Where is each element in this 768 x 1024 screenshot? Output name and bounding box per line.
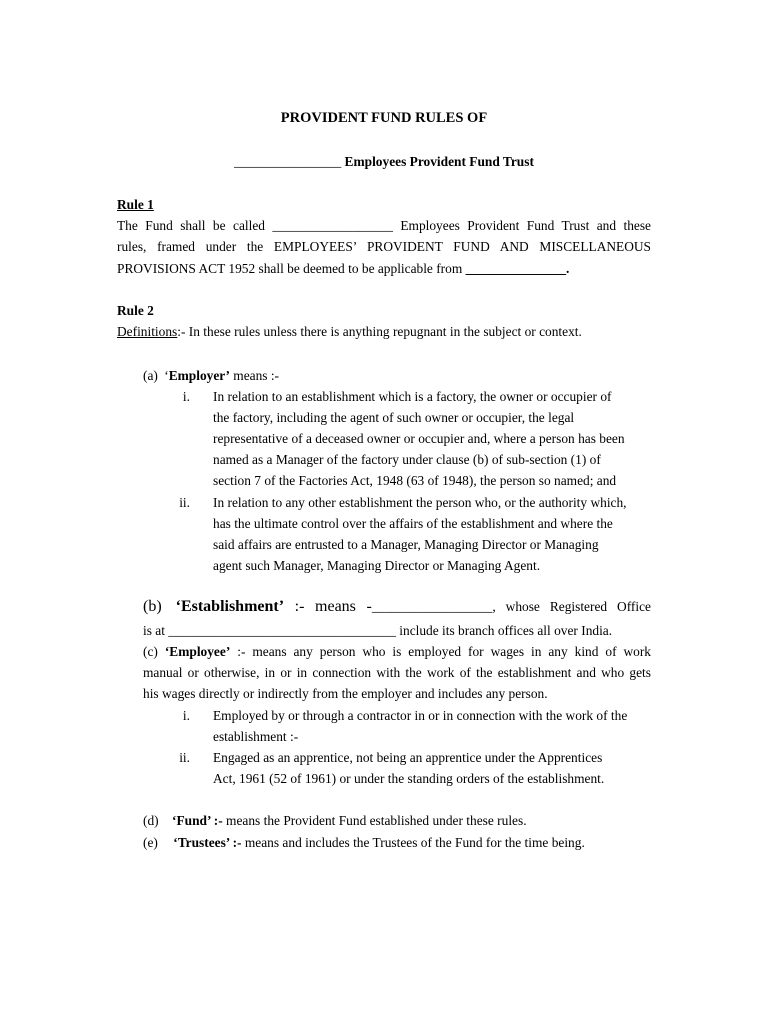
subtitle-text: Employees Provident Fund Trust [341,154,534,169]
definitions-label: Definitions [117,324,178,339]
definition-d-rest: means the Provident Fund established under these rules. [222,813,527,828]
employer-item-i-line: named as a Manager of the factory under clause (b) of sub-section (1) of [213,452,601,467]
definition-b-rest: , whose Registered Office [492,599,651,614]
rule2-heading: Rule 2 [117,303,154,318]
employee-item-ii-number: ii. [179,750,190,765]
definition-a-open-quote: ‘ [164,368,169,383]
document-title: PROVIDENT FUND RULES OF [280,110,488,126]
employer-item-i-number: i. [182,389,190,404]
definition-a [143,365,279,386]
employee-item-i-line: establishment :- [213,729,299,744]
definition-c [143,641,651,662]
rule1-date-blank: _______________. [465,261,570,276]
rule2-definitions [117,321,582,342]
definition-b-marker: (b) [143,598,162,615]
definition-e-marker: (e) [143,835,158,850]
document-subtitle [0,151,768,172]
employer-item-ii-number: ii. [179,495,190,510]
definition-c-marker: (c) [143,644,158,659]
employer-item-i-line: In relation to an establishment which is a factory, the owner or occupier of [213,389,612,404]
employer-item-i-line: section 7 of the Factories Act, 1948 (63 of 1948), the person so named; and [213,473,617,488]
employee-item-i-line: Employed by or through a contractor in or in connection with the work of the [213,708,628,723]
employer-item-ii-line: said affairs are entrusted to a Manager, Managing Director or Managing [213,537,599,552]
employee-item-ii-line: Act, 1961 (52 of 1961) or under the standing orders of the establishment. [213,771,605,786]
rule1-line-1: The Fund shall be called __________________ Employees Provident Fund Trust and these [117,218,651,233]
definition-d [143,810,527,831]
employer-item-ii-line: In relation to any other establishment the person who, or the authority which, [213,495,627,510]
rule1-line-3 [117,258,651,279]
employer-item-ii-line: has the ultimate control over the affairs of the establishment and where the [213,516,613,531]
rule1-line-3-text: PROVISIONS ACT 1952 shall be deemed to be applicable from [117,261,466,276]
definition-b [143,596,651,617]
rule1-line-2: rules, framed under the EMPLOYEES’ PROVIDENT FUND AND MISCELLANEOUS [117,239,651,254]
rule1-heading: Rule 1 [117,197,154,212]
employee-item-ii-line: Engaged as an apprentice, not being an apprentice under the Apprentices [213,750,603,765]
definition-c-term: ‘Employee’ [164,644,231,659]
definition-a-rest: means :- [229,368,280,383]
definition-b-line-2: is at __________________________________ include its branch offices all over India. [143,623,613,638]
subtitle-blank: ________________ [234,154,342,169]
definition-e-term: ‘Trustees’ :- [173,835,242,850]
definition-e-rest: means and includes the Trustees of the Fund for the time being. [241,835,585,850]
definition-b-means: :- means - [284,598,372,615]
definitions-text: :- In these rules unless there is anything repugnant in the subject or context. [177,324,582,339]
employee-item-i-number: i. [182,708,190,723]
definition-b-term: ‘Establishment’ [175,598,285,615]
definition-e [143,832,585,853]
definition-c-line-3: his wages directly or indirectly from the employer and includes any person. [143,686,548,701]
definition-d-term: ‘Fund’ :- [171,813,223,828]
employer-item-i-line: representative of a deceased owner or occupier and, where a person has been [213,431,625,446]
employer-item-i-line: the factory, including the agent of such owner or occupier, the legal [213,410,575,425]
definition-c-line-2: manual or otherwise, in or in connection with the work of the establishment and who gets [143,665,651,680]
definition-c-line-1: :- means any person who is employed for wages in any kind of work [230,644,651,659]
definition-d-marker: (d) [143,813,159,828]
definition-a-term: Employer’ [168,368,230,383]
definition-a-marker: (a) [143,368,158,383]
employer-item-ii-line: agent such Manager, Managing Director or Managing Agent. [213,558,541,573]
definition-b-blank: __________________ [371,599,493,614]
